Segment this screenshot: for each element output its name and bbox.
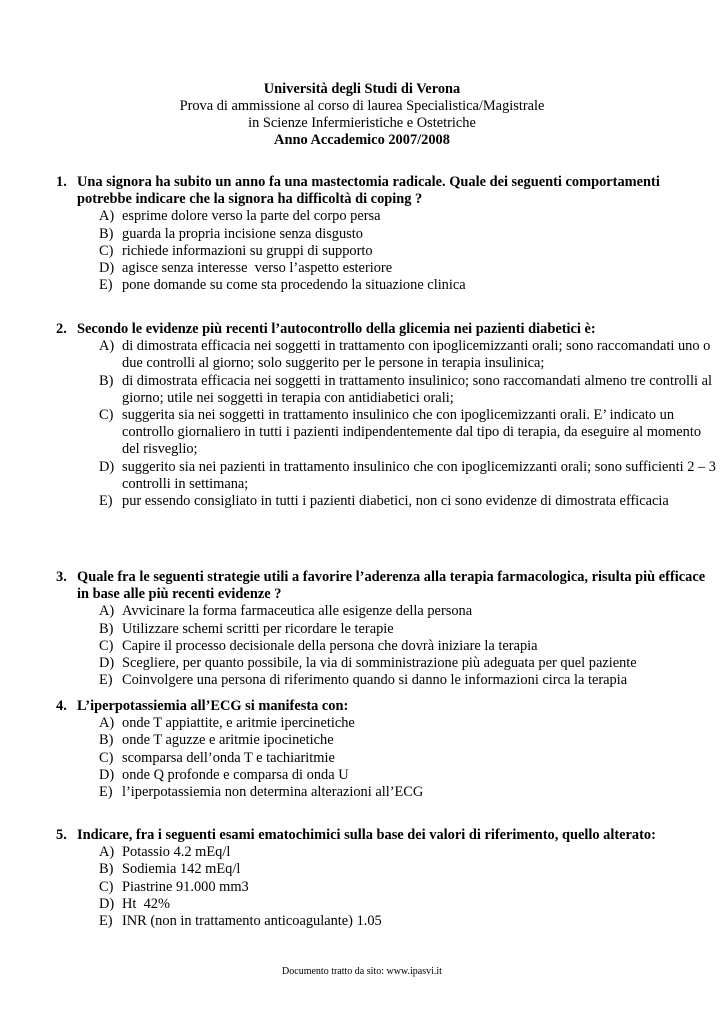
question-stem [56,569,716,603]
question-2 [56,321,716,510]
answer-option [56,750,716,767]
answer-letter: E) [99,277,113,294]
answer-letter: A) [99,208,115,225]
question-stem [56,698,716,715]
answer-option [56,407,716,459]
question-number: 1. [56,174,67,190]
answer-text: suggerito sia nei pazienti in trattamento insulinico che con ipoglicemizzanti orali; sono sufficienti 2 – 3 controlli in settimana; [122,458,716,492]
answer-option [56,844,716,861]
answer-list [56,208,716,294]
answer-option [56,621,716,638]
answer-letter: D) [99,458,115,475]
answer-list [56,603,716,689]
answer-letter: B) [99,225,114,242]
answer-option [56,243,716,260]
academic-year: Anno Accademico 2007/2008 [274,132,450,148]
answer-text: guarda la propria incisione senza disgusto [122,225,363,242]
answer-text: pone domande su come sta procedendo la situazione clinica [122,277,466,294]
answer-option [56,260,716,277]
answer-letter: A) [99,338,115,355]
answer-letter: A) [99,844,115,861]
answer-text: di dimostrata efficacia nei soggetti in trattamento insulinico; sono raccomandati almeno tre controlli al giorno; utile nei soggetti in terapia con antidiabetici orali; [122,372,712,406]
answer-text: Scegliere, per quanto possibile, la via di somministrazione più adeguata per quel paziente [122,655,637,672]
answer-letter: C) [99,878,114,895]
source-footer: Documento tratto da sito: www.ipasvi.it [282,966,442,977]
answer-option [56,277,716,294]
answer-option [56,715,716,732]
answer-letter: C) [99,242,114,259]
answer-text: Capire il processo decisionale della persona che dovrà iniziare la terapia [122,637,538,654]
answer-letter: E) [99,493,113,510]
answer-letter: B) [99,620,114,637]
question-3 [56,569,716,689]
answer-letter: C) [99,637,114,654]
answer-option [56,603,716,620]
answer-letter: A) [99,715,115,732]
question-1 [56,174,716,294]
question-text: Indicare, fra i seguenti esami ematochimici sulla base dei valori di riferimento, quello alterato: [77,827,656,843]
answer-option [56,732,716,749]
answer-option [56,459,716,493]
question-number: 3. [56,569,67,585]
answer-text: onde T aguzze e aritmie ipocinetiche [122,732,334,749]
question-5 [56,827,716,930]
answer-option [56,373,716,407]
question-4 [56,698,716,801]
answer-letter: E) [99,784,113,801]
answer-option [56,879,716,896]
answer-option [56,638,716,655]
answer-option [56,493,716,510]
question-number: 4. [56,698,67,714]
answer-option [56,767,716,784]
answer-letter: C) [99,749,114,766]
answer-text: agisce senza interesse verso l’aspetto esteriore [122,260,393,277]
answer-option [56,913,716,930]
answer-text: Ht 42% [122,895,170,912]
answer-text: onde Q profonde e comparsa di onda U [122,766,349,783]
answer-text: Potassio 4.2 mEq/l [122,844,231,861]
question-text: Una signora ha subito un anno fa una mastectomia radicale. Quale dei seguenti comportamenti potrebbe indicare che la signora ha difficoltà di coping ? [77,174,660,208]
answer-option [56,896,716,913]
answer-letter: E) [99,672,113,689]
answer-text: Sodiemia 142 mEq/l [122,861,241,878]
question-text: Quale fra le seguenti strategie utili a favorire l’aderenza alla terapia farmacologica, risulta più efficace in base alle più recenti evidenze ? [77,569,706,603]
answer-letter: E) [99,913,113,930]
answer-text: richiede informazioni su gruppi di supporto [122,242,373,259]
question-number: 5. [56,827,67,843]
answer-option [56,226,716,243]
answer-text: suggerita sia nei soggetti in trattamento insulinico che con ipoglicemizzanti orali. E’ indicato un controllo giornaliero in tutti i pazienti indipendentemente dal tipo di terapia, da eseguire al momento del risveglio; [122,407,702,458]
answer-letter: D) [99,655,115,672]
answer-text: Coinvolgere una persona di riferimento quando si danno le informazioni circa la terapia [122,672,628,689]
university-name: Università degli Studi di Verona [263,81,461,97]
answer-list [56,844,716,930]
answer-letter: D) [99,260,115,277]
document-header [0,81,724,149]
answer-letter: B) [99,372,114,389]
answer-text: scomparsa dell’onda T e tachiaritmie [122,749,335,766]
answer-letter: C) [99,407,114,424]
answer-option [56,784,716,801]
question-stem [56,827,716,844]
answer-text: l’iperpotassiemia non determina alterazioni all’ECG [122,784,424,801]
answer-letter: D) [99,895,115,912]
answer-option [56,655,716,672]
answer-option [56,861,716,878]
answer-text: Avvicinare la forma farmaceutica alle esigenze della persona [122,603,473,620]
question-number: 2. [56,321,67,337]
answer-list [56,715,716,801]
answer-text: Utilizzare schemi scritti per ricordare le terapie [122,620,394,637]
answer-option [56,338,716,372]
answer-option [56,672,716,689]
program-name: in Scienze Infermieristiche e Ostetriche [248,115,476,131]
exam-title: Prova di ammissione al corso di laurea Specialistica/Magistrale [179,98,545,114]
answer-letter: B) [99,861,114,878]
question-stem [56,174,716,208]
answer-text: Piastrine 91.000 mm3 [122,878,249,895]
answer-text: di dimostrata efficacia nei soggetti in trattamento con ipoglicemizzanti orali; sono raccomandati uno o due controlli al giorno; solo suggerito per le persone in terapia insulinica; [122,338,711,372]
question-text: Secondo le evidenze più recenti l’autocontrollo della glicemia nei pazienti diabetici è: [77,321,596,337]
answer-list [56,338,716,510]
answer-text: INR (non in trattamento anticoagulante) 1.05 [122,913,382,930]
question-stem [56,321,716,338]
answer-text: pur essendo consigliato in tutti i pazienti diabetici, non ci sono evidenze di dimostrata efficacia [122,493,669,510]
answer-text: esprime dolore verso la parte del corpo persa [122,208,381,225]
answer-letter: A) [99,603,115,620]
question-text: L’iperpotassiemia all’ECG si manifesta con: [77,698,349,714]
answer-option [56,208,716,225]
answer-letter: B) [99,732,114,749]
answer-text: onde T appiattite, e aritmie ipercinetiche [122,715,355,732]
answer-letter: D) [99,766,115,783]
